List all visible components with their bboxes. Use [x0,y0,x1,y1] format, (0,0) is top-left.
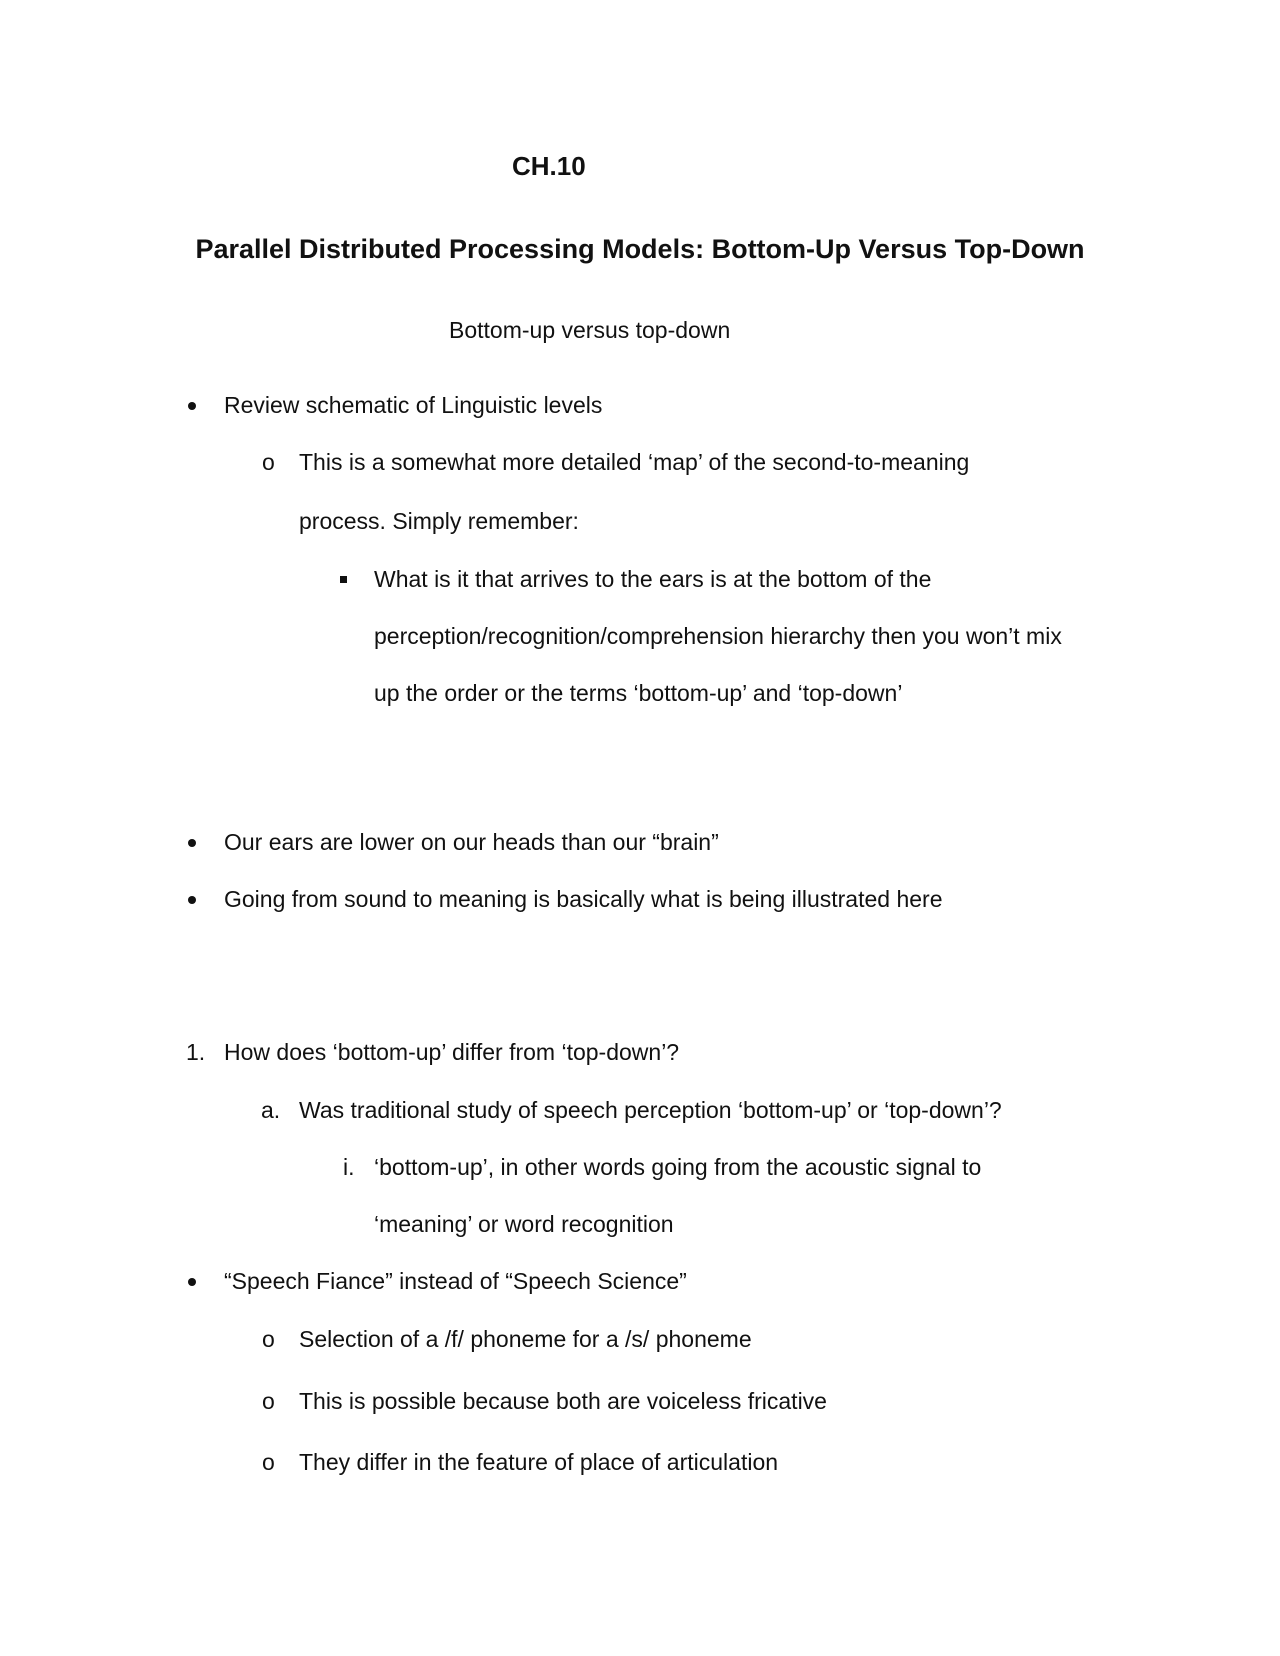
list-item: Going from sound to meaning is basically what is being illustrated here [224,886,943,912]
list-item: ‘bottom-up’, in other words going from the acoustic signal to [374,1154,982,1180]
sub-bullet-marker: o [262,1388,275,1414]
list-item: What is it that arrives to the ears is at the bottom of the [374,566,932,592]
square-bullet-icon [340,576,347,583]
list-item-continuation: ‘meaning’ or word recognition [374,1211,674,1237]
list-item: Was traditional study of speech perception ‘bottom-up’ or ‘top-down’? [299,1097,1002,1123]
list-item-continuation: up the order or the terms ‘bottom-up’ and ‘top-down’ [374,680,903,706]
list-item: Selection of a /f/ phoneme for a /s/ phoneme [299,1326,752,1352]
sub-bullet-marker: o [262,1449,275,1475]
list-item-continuation: process. Simply remember: [299,508,579,534]
list-item: Review schematic of Linguistic levels [224,392,603,418]
section-subtitle: Bottom-up versus top-down [449,317,731,343]
bullet-icon [188,896,196,904]
chapter-label: CH.10 [512,151,586,181]
bullet-icon [188,839,196,847]
list-item: Our ears are lower on our heads than our “brain” [224,829,719,855]
bullet-icon [188,402,196,410]
number-marker: 1. [186,1039,206,1065]
page-title: Parallel Distributed Processing Models: Bottom-Up Versus Top-Down [195,234,1085,264]
list-item: This is possible because both are voiceless fricative [299,1388,827,1414]
list-item: This is a somewhat more detailed ‘map’ of the second-to-meaning [299,449,970,475]
list-item: How does ‘bottom-up’ differ from ‘top-down’? [224,1039,680,1065]
letter-marker: a. [261,1097,281,1123]
sub-bullet-marker: o [262,1326,275,1352]
roman-marker: i. [343,1154,355,1180]
list-item: “Speech Fiance” instead of “Speech Science” [224,1268,687,1294]
sub-bullet-marker: o [262,449,275,475]
list-item: They differ in the feature of place of articulation [299,1449,779,1475]
bullet-icon [188,1278,196,1286]
list-item-continuation: perception/recognition/comprehension hierarchy then you won’t mix [374,623,1062,649]
